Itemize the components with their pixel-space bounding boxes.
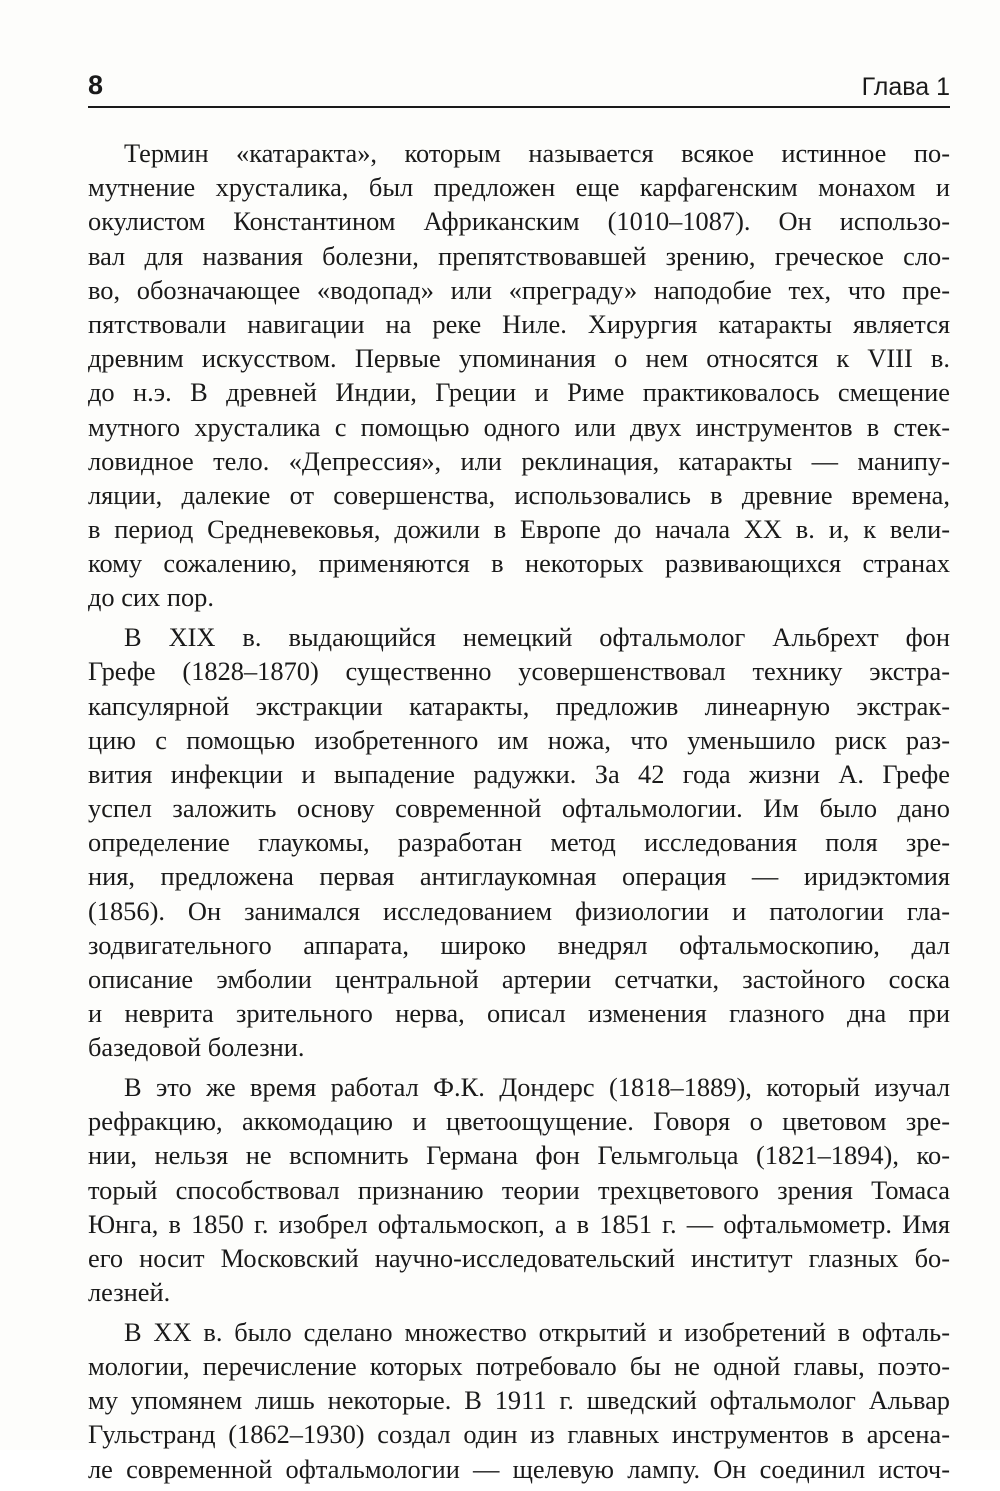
text-line: нии, нельзя не вспомнить Германа фон Гельмгольца (1821–1894), ко- <box>88 1140 950 1171</box>
text-line: ловидное тело. «Депрессия», или реклинация, катаракты — манипу- <box>88 445 950 476</box>
text-line: Грефе (1828–1870) существенно усовершенствовал технику экстра- <box>88 656 950 687</box>
text-line: (1856). Он занимался исследованием физиологии и патологии гла- <box>88 895 950 926</box>
text-line: рефракцию, аккомодацию и цветоощущение. Говоря о цветовом зре- <box>88 1106 950 1137</box>
text-line: мутного хрусталика с помощью одного или двух инструментов в стек- <box>88 411 950 442</box>
text-line: лезней. <box>88 1277 171 1308</box>
text-line: мутнение хрусталика, был предложен еще карфагенским монахом и <box>88 172 950 203</box>
text-line: древним искусством. Первые упоминания о нем относятся к VIII в. <box>88 343 950 374</box>
text-line: ния, предложена первая антиглаукомная операция — иридэктомия <box>88 861 950 892</box>
text-line: описание эмболии центральной артерии сетчатки, застойного соска <box>88 964 950 994</box>
paragraph <box>88 1315 950 1486</box>
text-line: В XX в. было сделано множество открытий и изобретений в офталь- <box>124 1316 950 1347</box>
text-line: вития инфекции и выпадение радужки. За 42 года жизни А. Грефе <box>88 758 950 789</box>
chapter-label: Глава 1 <box>861 73 950 101</box>
text-line: до сих пор. <box>88 582 214 613</box>
text-line: во, обозначающее «водопад» или «преграду» наподобие тех, что пре- <box>88 274 950 305</box>
text-line: Юнга, в 1850 г. изобрел офтальмоскоп, а в 1851 г. — офтальмометр. Имя <box>88 1208 950 1239</box>
text-line: базедовой болезни. <box>88 1032 305 1063</box>
text-line: капсулярной экстракции катаракты, предложив линеарную экстрак- <box>88 690 950 721</box>
text-line: вал для названия болезни, препятствовавшей зрению, греческое сло- <box>88 240 950 271</box>
text-line: в период Средневековья, дожили в Европе до начала XX в. и, к вели- <box>88 514 950 545</box>
paragraph <box>88 620 950 1064</box>
paragraph <box>88 136 950 615</box>
text-line: Гульстранд (1862–1930) создал один из главных инструментов в арсена- <box>88 1419 950 1450</box>
text-line: его носит Московский научно-исследовательский институт глазных бо- <box>88 1243 950 1273</box>
paragraph <box>88 1070 950 1309</box>
text-line: до н.э. В древней Индии, Греции и Риме практиковалось смещение <box>88 377 950 408</box>
text-line: ляции, далекие от совершенства, использовались в древние времена, <box>88 479 950 510</box>
text-line: определение глаукомы, разработан метод исследования поля зре- <box>88 827 950 858</box>
text-line: и неврита зрительного нерва, описал изменения глазного дна при <box>88 998 950 1029</box>
text-line: цию с помощью изобретенного им ножа, что уменьшило риск раз- <box>88 724 950 755</box>
text-line: окулистом Константином Африканским (1010–1087). Он использо- <box>88 206 950 237</box>
text-line: ле современной офтальмологии — щелевую лампу. Он соединил источ- <box>88 1453 950 1484</box>
text-line: В это же время работал Ф.К. Дондерс (1818–1889), который изучал <box>124 1072 950 1103</box>
text-line: Термин «катаракта», которым называется всякое истинное по- <box>124 138 950 168</box>
text-line: зодвигательного аппарата, широко внедрял офтальмоскопию, дал <box>88 929 950 960</box>
text-line: мологии, перечисление которых потребовало бы не одной главы, поэто- <box>88 1351 950 1382</box>
running-head <box>88 66 950 108</box>
text-line: му упомянем лишь некоторые. В 1911 г. шведский офтальмолог Альвар <box>88 1385 950 1416</box>
text-line: торый способствовал признанию теории трехцветового зрения Томаса <box>88 1174 950 1205</box>
page-number: 8 <box>88 70 104 100</box>
body-text <box>88 136 950 1491</box>
text-line: В XIX в. выдающийся немецкий офтальмолог Альбрехт фон <box>124 622 950 653</box>
text-line: пятствовали навигации на реке Ниле. Хирургия катаракты является <box>88 308 950 339</box>
text-line: успел заложить основу современной офтальмологии. Им было дано <box>88 793 950 824</box>
text-line: кому сожалению, применяются в некоторых развивающихся странах <box>88 548 950 579</box>
